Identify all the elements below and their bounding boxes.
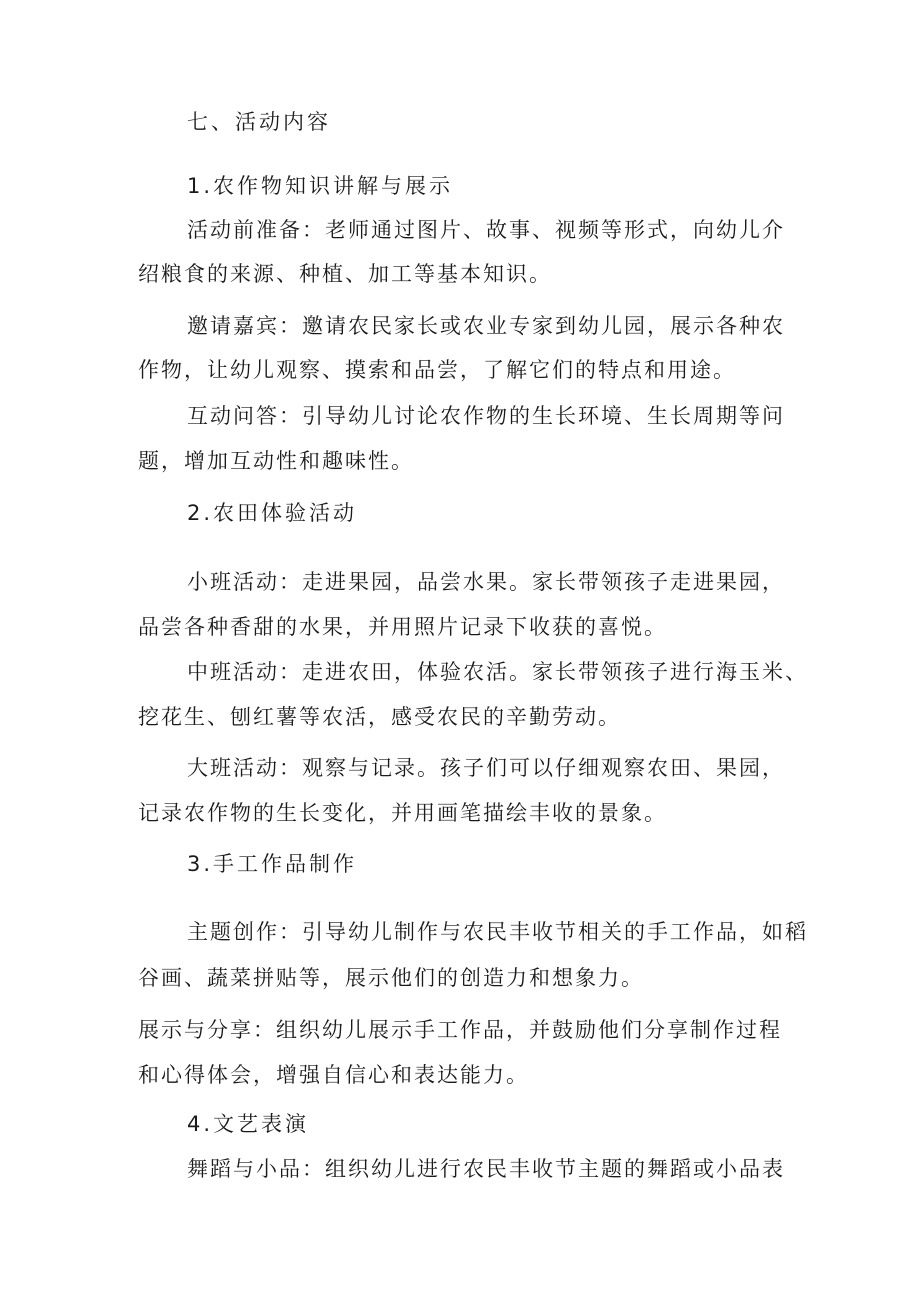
item-heading: 3.手工作品制作 <box>187 852 358 876</box>
paragraph-line: 题，增加互动性和趣味性。 <box>138 449 414 473</box>
paragraph-line: 展示与分享：组织幼儿展示手工作品，并鼓励他们分享制作过程 <box>138 1018 782 1042</box>
paragraph-line: 和心得体会，增强自信心和表达能力。 <box>138 1063 529 1087</box>
paragraph-line: 记录农作物的生长变化，并用画笔描绘丰收的景象。 <box>138 801 667 825</box>
paragraph-line: 主题创作：引导幼儿制作与农民丰收节相关的手工作品，如稻 <box>187 920 808 944</box>
paragraph-line: 互动问答：引导幼儿讨论农作物的生长环境、生长周期等问 <box>187 404 785 428</box>
paragraph-line: 活动前准备：老师通过图片、故事、视频等形式，向幼儿介 <box>187 218 785 242</box>
paragraph-line: 谷画、蔬菜拼贴等，展示他们的创造力和想象力。 <box>138 966 644 990</box>
paragraph-line: 品尝各种香甜的水果，并用照片记录下收获的喜悦。 <box>138 615 667 639</box>
paragraph-line: 小班活动：走进果园，品尝水果。家长带领孩子走进果园， <box>187 570 785 594</box>
paragraph-line: 邀请嘉宾：邀请农民家长或农业专家到幼儿园，展示各种农 <box>187 314 785 338</box>
paragraph-line: 作物，让幼儿观察、摸索和品尝，了解它们的特点和用途。 <box>138 358 736 382</box>
paragraph-line: 舞蹈与小品：组织幼儿进行农民丰收节主题的舞蹈或小品表 <box>187 1157 785 1181</box>
item-heading: 2.农田体验活动 <box>187 501 358 525</box>
paragraph-line: 中班活动：走进农田，体验农活。家长带领孩子进行海玉米、 <box>187 660 808 684</box>
paragraph-line: 大班活动：观察与记录。孩子们可以仔细观察农田、果园， <box>187 756 785 780</box>
item-heading: 1.农作物知识讲解与展示 <box>187 174 454 198</box>
paragraph-line: 挖花生、刨红薯等农活，感受农民的辛勤劳动。 <box>138 705 621 729</box>
paragraph-line: 绍粮食的来源、种植、加工等基本知识。 <box>138 262 552 286</box>
item-heading: 4.文艺表演 <box>187 1112 310 1136</box>
section-title: 七、活动内容 <box>187 110 331 134</box>
